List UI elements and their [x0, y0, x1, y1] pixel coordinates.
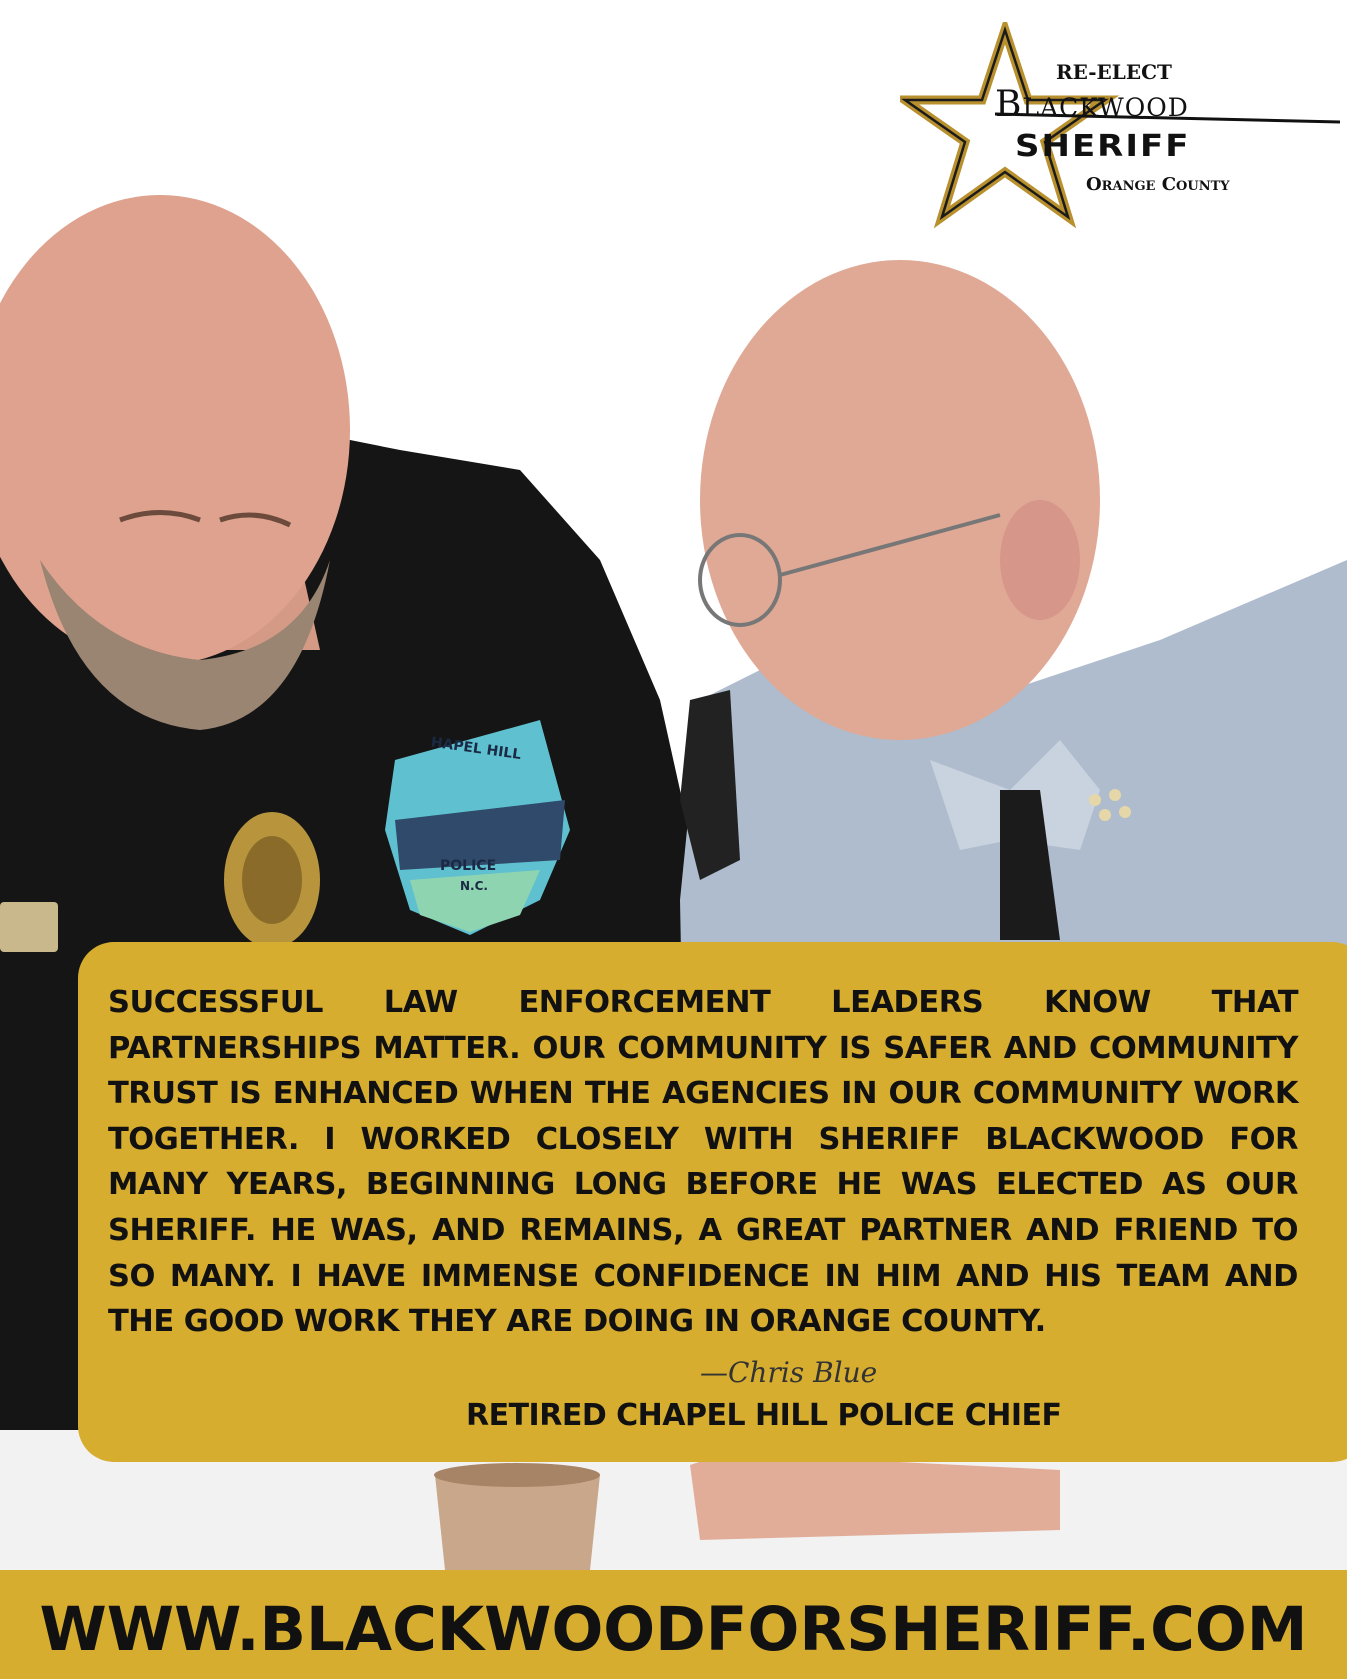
logo-sheriff: SHERIFF: [1015, 128, 1191, 164]
patch-text-bottom: N.C.: [460, 879, 488, 893]
quote-attribution: RETIRED CHAPEL HILL POLICE CHIEF: [466, 1398, 1062, 1433]
patch-text-top: HAPEL HILL: [429, 734, 523, 764]
logo-county: Orange County: [1086, 174, 1230, 195]
patch-text-mid: POLICE: [440, 858, 497, 874]
signature: —Chris Blue: [700, 1356, 878, 1389]
quote-text: SUCCESSFUL LAW ENFORCEMENT LEADERS KNOW THAT PARTNERSHIPS MATTER. OUR COMMUNITY IS SAFER AND COMMUNITY TRUST IS ENHANCED WHEN THE AGENCIES IN OUR COMMUNITY WORK TOGETHER. I WORKED CLOSELY WITH SHERIFF BLACKWOOD FOR MANY YEARS, BEGINNING LONG BEFORE HE WAS ELECTED AS OUR SHERIFF. HE WAS, AND REMAINS, A GREAT PARTNER AND FRIEND TO SO MANY. I HAVE IMMENSE CONFIDENCE IN HIM AND HIS TEAM AND THE GOOD WORK THEY ARE DOING IN ORANGE COUNTY.: [108, 985, 1298, 1340]
logo-reelect: RE-ELECT: [1056, 60, 1172, 84]
logo-name: Blackwood: [995, 84, 1189, 125]
campaign-logo: [900, 22, 1340, 242]
website-link[interactable]: WWW.BLACKWOODFORSHERIFF.COM: [39, 1594, 1308, 1665]
